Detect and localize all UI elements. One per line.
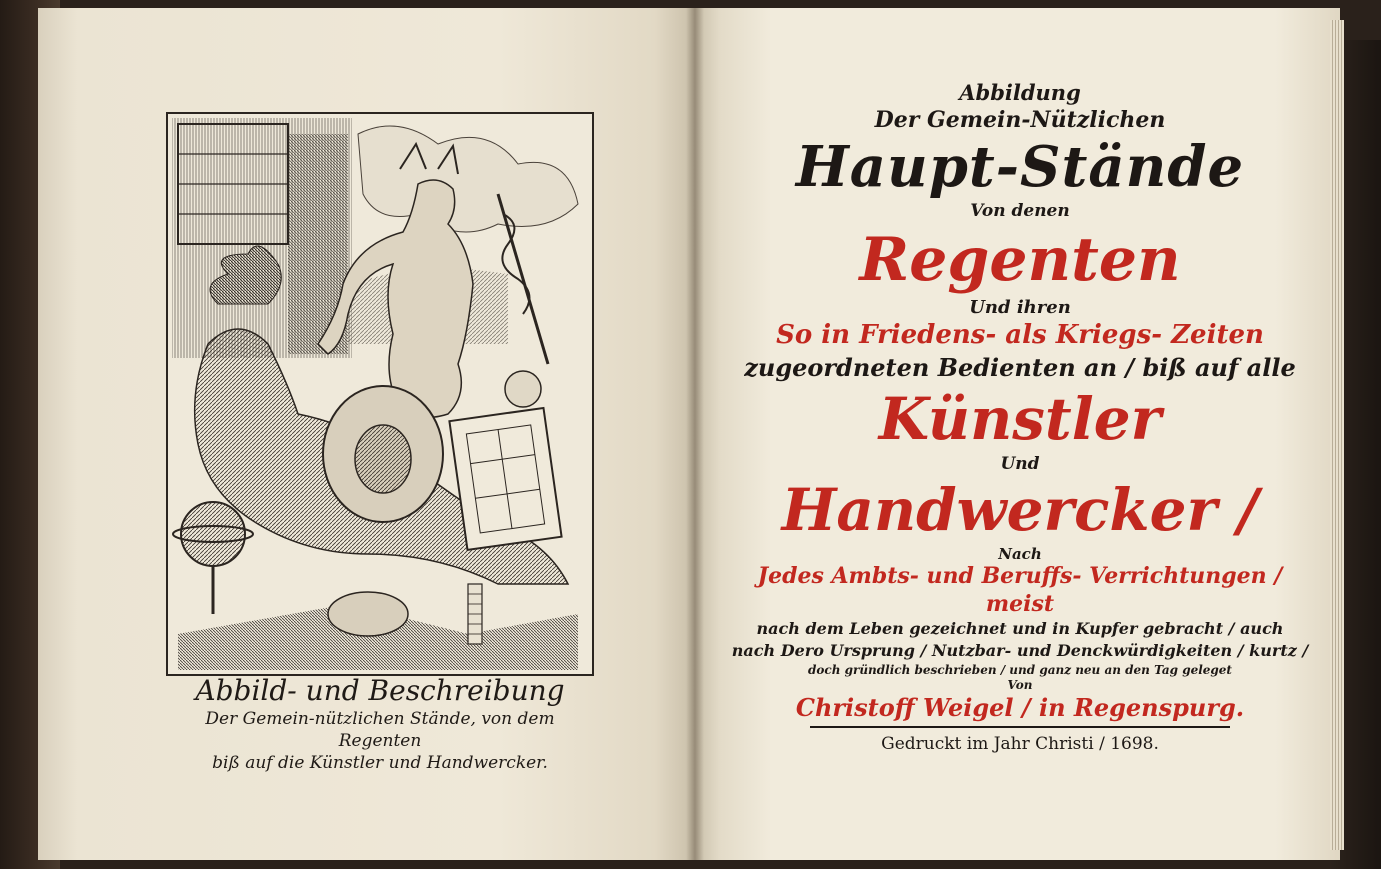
title-line-kuenstler: Künstler: [878, 385, 1162, 453]
title-line-nach-dem-leben: nach dem Leben gezeichnet und in Kupfer gebracht / auch: [756, 619, 1284, 638]
caption-line-1: Abbild- und Beschreibung: [195, 674, 565, 707]
title-line-imprint: Gedruckt im Jahr Christi / 1698.: [881, 734, 1159, 754]
title-line-handwercker: Handwercker /: [781, 476, 1259, 544]
title-line-von: Von: [1007, 678, 1033, 692]
title-line-und-ihren: Und ihren: [969, 297, 1071, 318]
title-rule: [810, 726, 1230, 728]
title-line-beschrieben: doch gründlich beschrieben / und ganz neu an den Tag geleget: [808, 663, 1232, 677]
caption-line-2: Der Gemein-nützlichen Stände, von dem Regenten: [205, 709, 555, 751]
title-line-bedienten: zugeordneten Bedienten an / biß auf alle: [744, 353, 1296, 382]
title-line-abbildung: Abbildung: [959, 80, 1081, 105]
title-line-von-denen: Von denen: [970, 201, 1070, 221]
page-edges: [1330, 20, 1344, 850]
title-page-text: [720, 80, 1320, 756]
engraving-illustration: [168, 114, 592, 674]
title-line-ursprung: nach Dero Ursprung / Nutzbar- und Denckwürdigkeiten / kurtz /: [731, 641, 1309, 660]
caption-line-3: biß auf die Künstler und Handwercker.: [212, 753, 548, 773]
title-line-author: Christoff Weigel / in Regenspurg.: [795, 693, 1245, 722]
book-gutter: [686, 8, 704, 860]
title-line-und: Und: [1000, 454, 1040, 474]
title-line-haupt-staende: Haupt-Stände: [795, 134, 1245, 200]
title-line-regenten: Regenten: [859, 225, 1181, 295]
title-line-gemein-nuetzlichen: Der Gemein-Nützlichen: [874, 107, 1166, 133]
title-line-verrichtungen: Jedes Ambts- und Beruffs- Verrichtungen / meist: [757, 563, 1283, 617]
frontispiece-caption: [166, 674, 594, 773]
frontispiece-engraving: [166, 112, 594, 676]
title-line-nach: Nach: [998, 545, 1042, 563]
title-line-friedens-kriegs: So in Friedens- als Kriegs- Zeiten: [776, 320, 1264, 350]
